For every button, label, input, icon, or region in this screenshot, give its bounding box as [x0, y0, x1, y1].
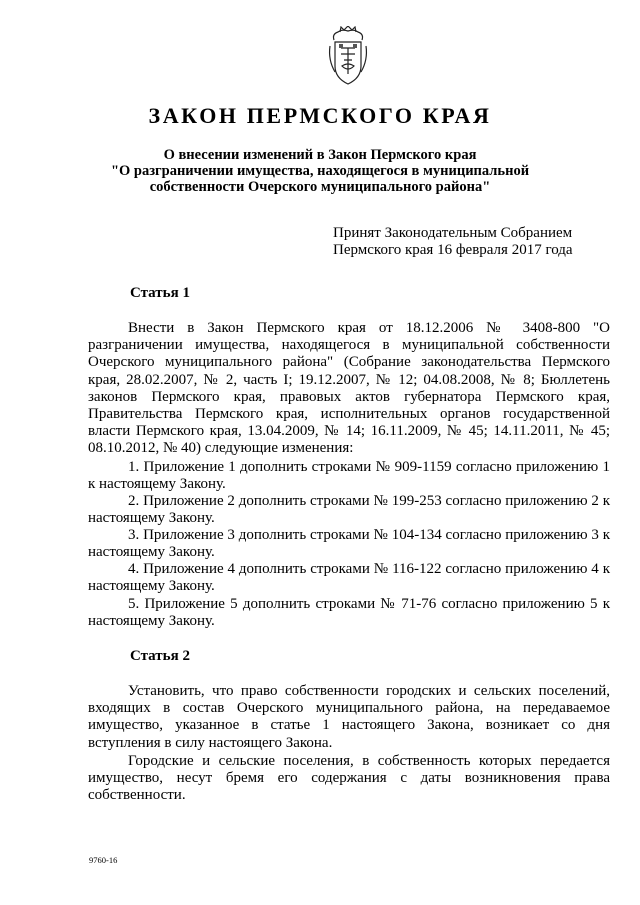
adoption-note	[333, 225, 573, 259]
article-2-paragraph: Городские и сельские поселения, в собственность которых передается имущество, несут бремя его содержания с даты возникновения права собственности.	[88, 753, 610, 804]
article-1-item: 4. Приложение 4 дополнить строками № 116-122 согласно приложению 4 к настоящему Закону.	[88, 561, 610, 595]
article-2-paragraph: Установить, что право собственности городских и сельских поселений, входящих в состав Очерского муниципального района, на передаваемое имущество, указанное в статье 1 настоящего Закона, возникает со дня вступления в силу настоящего Закона.	[88, 683, 610, 751]
subtitle-line: "О разграничении имущества, находящегося в муниципальной	[110, 163, 530, 179]
article-1-item: 3. Приложение 3 дополнить строками № 104-134 согласно приложению 3 к настоящему Закону.	[88, 527, 610, 561]
article-1-intro: Внести в Закон Пермского края от 18.12.2006 № 3408-800 "О разграничении имущества, находящегося в муниципальной собственности Очерского муниципального района" (Собрание законодательства Пермского края, 28.02.2007, № 2, часть I; 19.12.2007, № 12; 04.08.2008, № 8; Бюллетень законов Пермского края, правовых актов губернатора Пермского края, Правительства Пермского края, исполнительных органов государственной власти Пермского края, 13.04.2009, № 14; 16.11.2009, № 45; 14.11.2011, № 45; 08.10.2012, № 40) следующие изменения:	[88, 320, 610, 457]
document-code: 9760-16	[89, 855, 118, 865]
subtitle-line: собственности Очерского муниципального района"	[149, 179, 491, 195]
article-1-item: 5. Приложение 5 дополнить строками № 71-76 согласно приложению 5 к настоящему Закону.	[88, 596, 610, 630]
adoption-line: Пермского края 16 февраля 2017 года	[333, 242, 573, 258]
article-1-heading: Статья 1	[130, 285, 190, 301]
subtitle-line: О внесении изменений в Закон Пермского края	[163, 147, 477, 163]
article-1-item: 2. Приложение 2 дополнить строками № 199-253 согласно приложению 2 к настоящему Закону.	[88, 493, 610, 527]
coat-of-arms-emblem	[326, 26, 370, 86]
law-title: ЗАКОН ПЕРМСКОГО КРАЯ	[148, 103, 492, 128]
law-subtitle	[0, 147, 640, 195]
adoption-line: Принят Законодательным Собранием	[333, 225, 573, 241]
article-1-item: 1. Приложение 1 дополнить строками № 909-1159 согласно приложению 1 к настоящему Закону.	[88, 459, 610, 493]
article-2-heading: Статья 2	[130, 648, 190, 664]
